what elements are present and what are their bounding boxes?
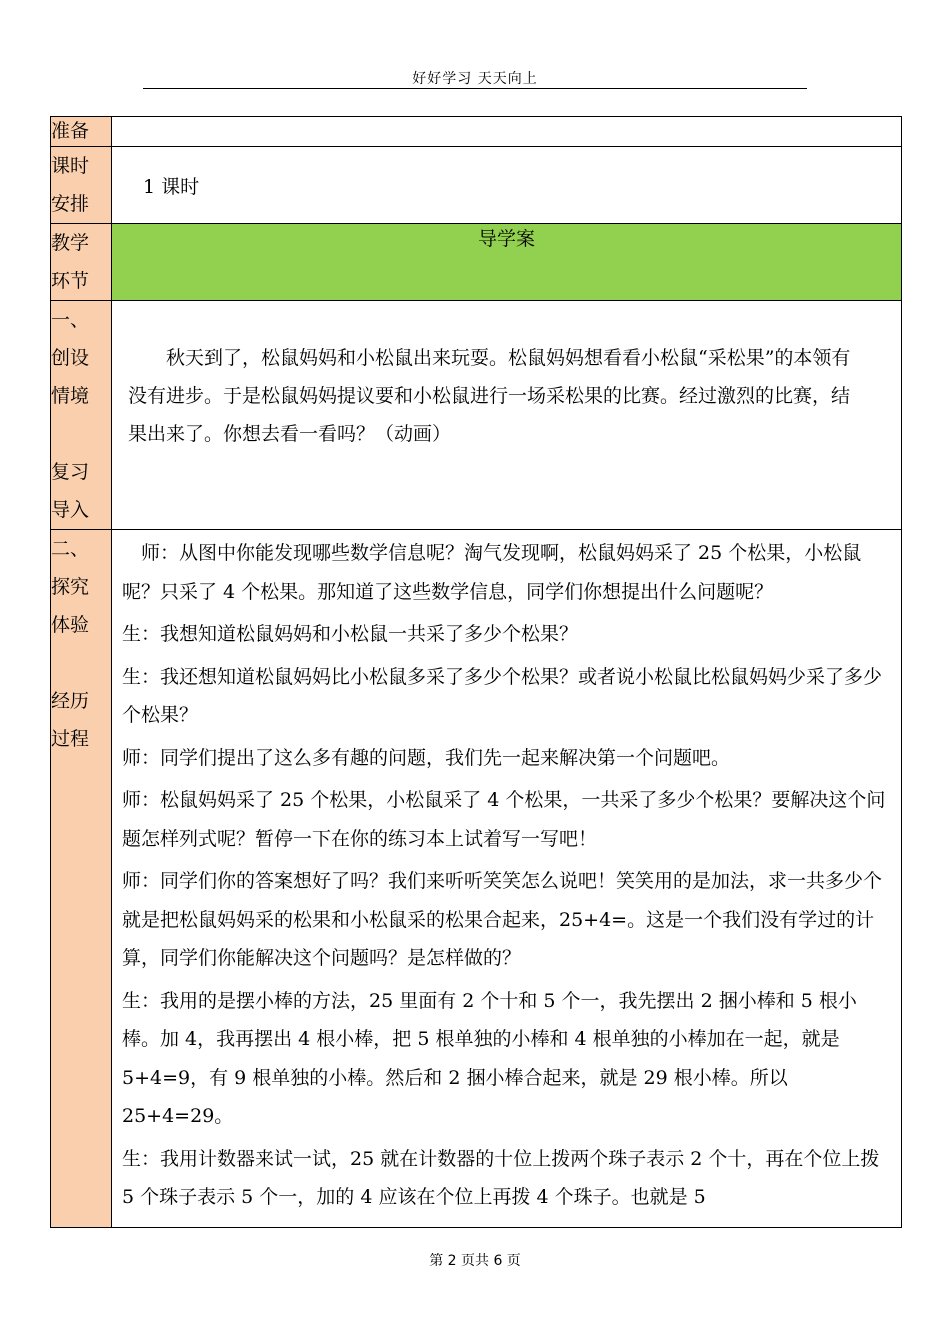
label-schedule-line1: 课时 <box>51 155 90 177</box>
paragraph: 师：松鼠妈妈采了 25 个松果，小松鼠采了 4 个松果，一共采了多少个松果？要解决这个问题怎样列式呢？暂停一下在你的练习本上试着写一写吧！ <box>122 789 886 850</box>
paragraph: 生：我用计数器来试一试，25 就在计数器的十位上拨两个珠子表示 2 个十，再在个位上拨 5 个珠子表示 5 个一，加的 4 应该在个位上再拨 4 个珠子。也就是 5 <box>122 1147 880 1208</box>
section-1-paragraph: 秋天到了，松鼠妈妈和小松鼠出来玩耍。松鼠妈妈想看看小松鼠“采松果”的本领有没有进步。于是松鼠妈妈提议要和小松鼠进行一场采松果的比赛。经过激烈的比赛，结果出来了。你想去看一看吗？（动画） <box>128 347 851 445</box>
label-stage-line2: 环节 <box>51 270 90 292</box>
label-section-1 <box>51 301 112 530</box>
label-schedule-line2: 安排 <box>51 193 90 215</box>
label-s2-line5: 过程 <box>51 728 90 750</box>
label-prep-text: 准备 <box>51 120 90 142</box>
label-s2-line4: 经历 <box>51 690 90 712</box>
paragraph: 师：同学们你的答案想好了吗？我们来听听笑笑怎么说吧！笑笑用的是加法，求一共多少个就是把松鼠妈妈采的松果和小松鼠采的松果合起来，25+4=。这是一个我们没有学过的计算，同学们你能解决这个问题吗？是怎样做的？ <box>122 870 883 969</box>
label-s1-line4: 复习 <box>51 461 90 483</box>
stage-title: 导学案 <box>477 228 535 250</box>
stage-header-cell <box>112 224 902 301</box>
label-s1-line3: 情境 <box>51 385 90 407</box>
label-s1-line2: 创设 <box>51 347 90 369</box>
label-s2-line2: 探究 <box>51 576 90 598</box>
label-s1-gap <box>51 415 111 453</box>
row-prep <box>51 117 902 147</box>
paragraph: 生：我想知道松鼠妈妈和小松鼠一共采了多少个松果？ <box>122 623 579 645</box>
label-s1-line1: 一、 <box>51 309 90 331</box>
label-schedule <box>51 147 112 224</box>
header-rule <box>143 88 807 89</box>
section-2-content <box>112 530 902 1228</box>
label-s2-line1: 二、 <box>51 538 90 560</box>
schedule-content <box>112 147 902 224</box>
label-s2-gap <box>51 644 111 682</box>
prep-content <box>112 117 902 147</box>
page-footer: 第 2 页共 6 页 <box>429 1253 521 1269</box>
label-stage-line1: 教学 <box>51 232 90 254</box>
schedule-value: 1 课时 <box>143 175 200 198</box>
row-section-2 <box>51 530 902 1228</box>
label-prep <box>51 117 112 147</box>
row-stage <box>51 224 902 301</box>
section-2-body <box>112 530 901 1227</box>
label-section-2 <box>51 530 112 1228</box>
paragraph: 生：我还想知道松鼠妈妈比小松鼠多采了多少个松果？或者说小松鼠比松鼠妈妈少采了多少个松果？ <box>122 665 883 726</box>
lesson-table <box>50 116 902 1228</box>
section-1-content <box>112 301 902 530</box>
paragraph: 师：从图中你能发现哪些数学信息呢？淘气发现啊，松鼠妈妈采了 25 个松果，小松鼠呢？只采了 4 个松果。那知道了这些数学信息，同学们你想提出什么问题呢？ <box>122 542 862 603</box>
label-stage <box>51 224 112 301</box>
row-section-1 <box>51 301 902 530</box>
label-s1-line5: 导入 <box>51 499 90 521</box>
paragraph: 生：我用的是摆小棒的方法，25 里面有 2 个十和 5 个一，我先摆出 2 捆小棒和 5 根小棒。加 4，我再摆出 4 根小棒，把 5 根单独的小棒和 4 根单独的小棒加在一起，就是 5+4=9，有 9 根单独的小棒。然后和 2 捆小棒合起来，就是 29 根小棒。所以 25+4=29。 <box>122 989 857 1127</box>
label-s2-line3: 体验 <box>51 614 90 636</box>
row-schedule <box>51 147 902 224</box>
paragraph: 师：同学们提出了这么多有趣的问题，我们先一起来解决第一个问题吧。 <box>122 746 731 769</box>
page-header: 好好学习 天天向上 <box>412 71 538 87</box>
